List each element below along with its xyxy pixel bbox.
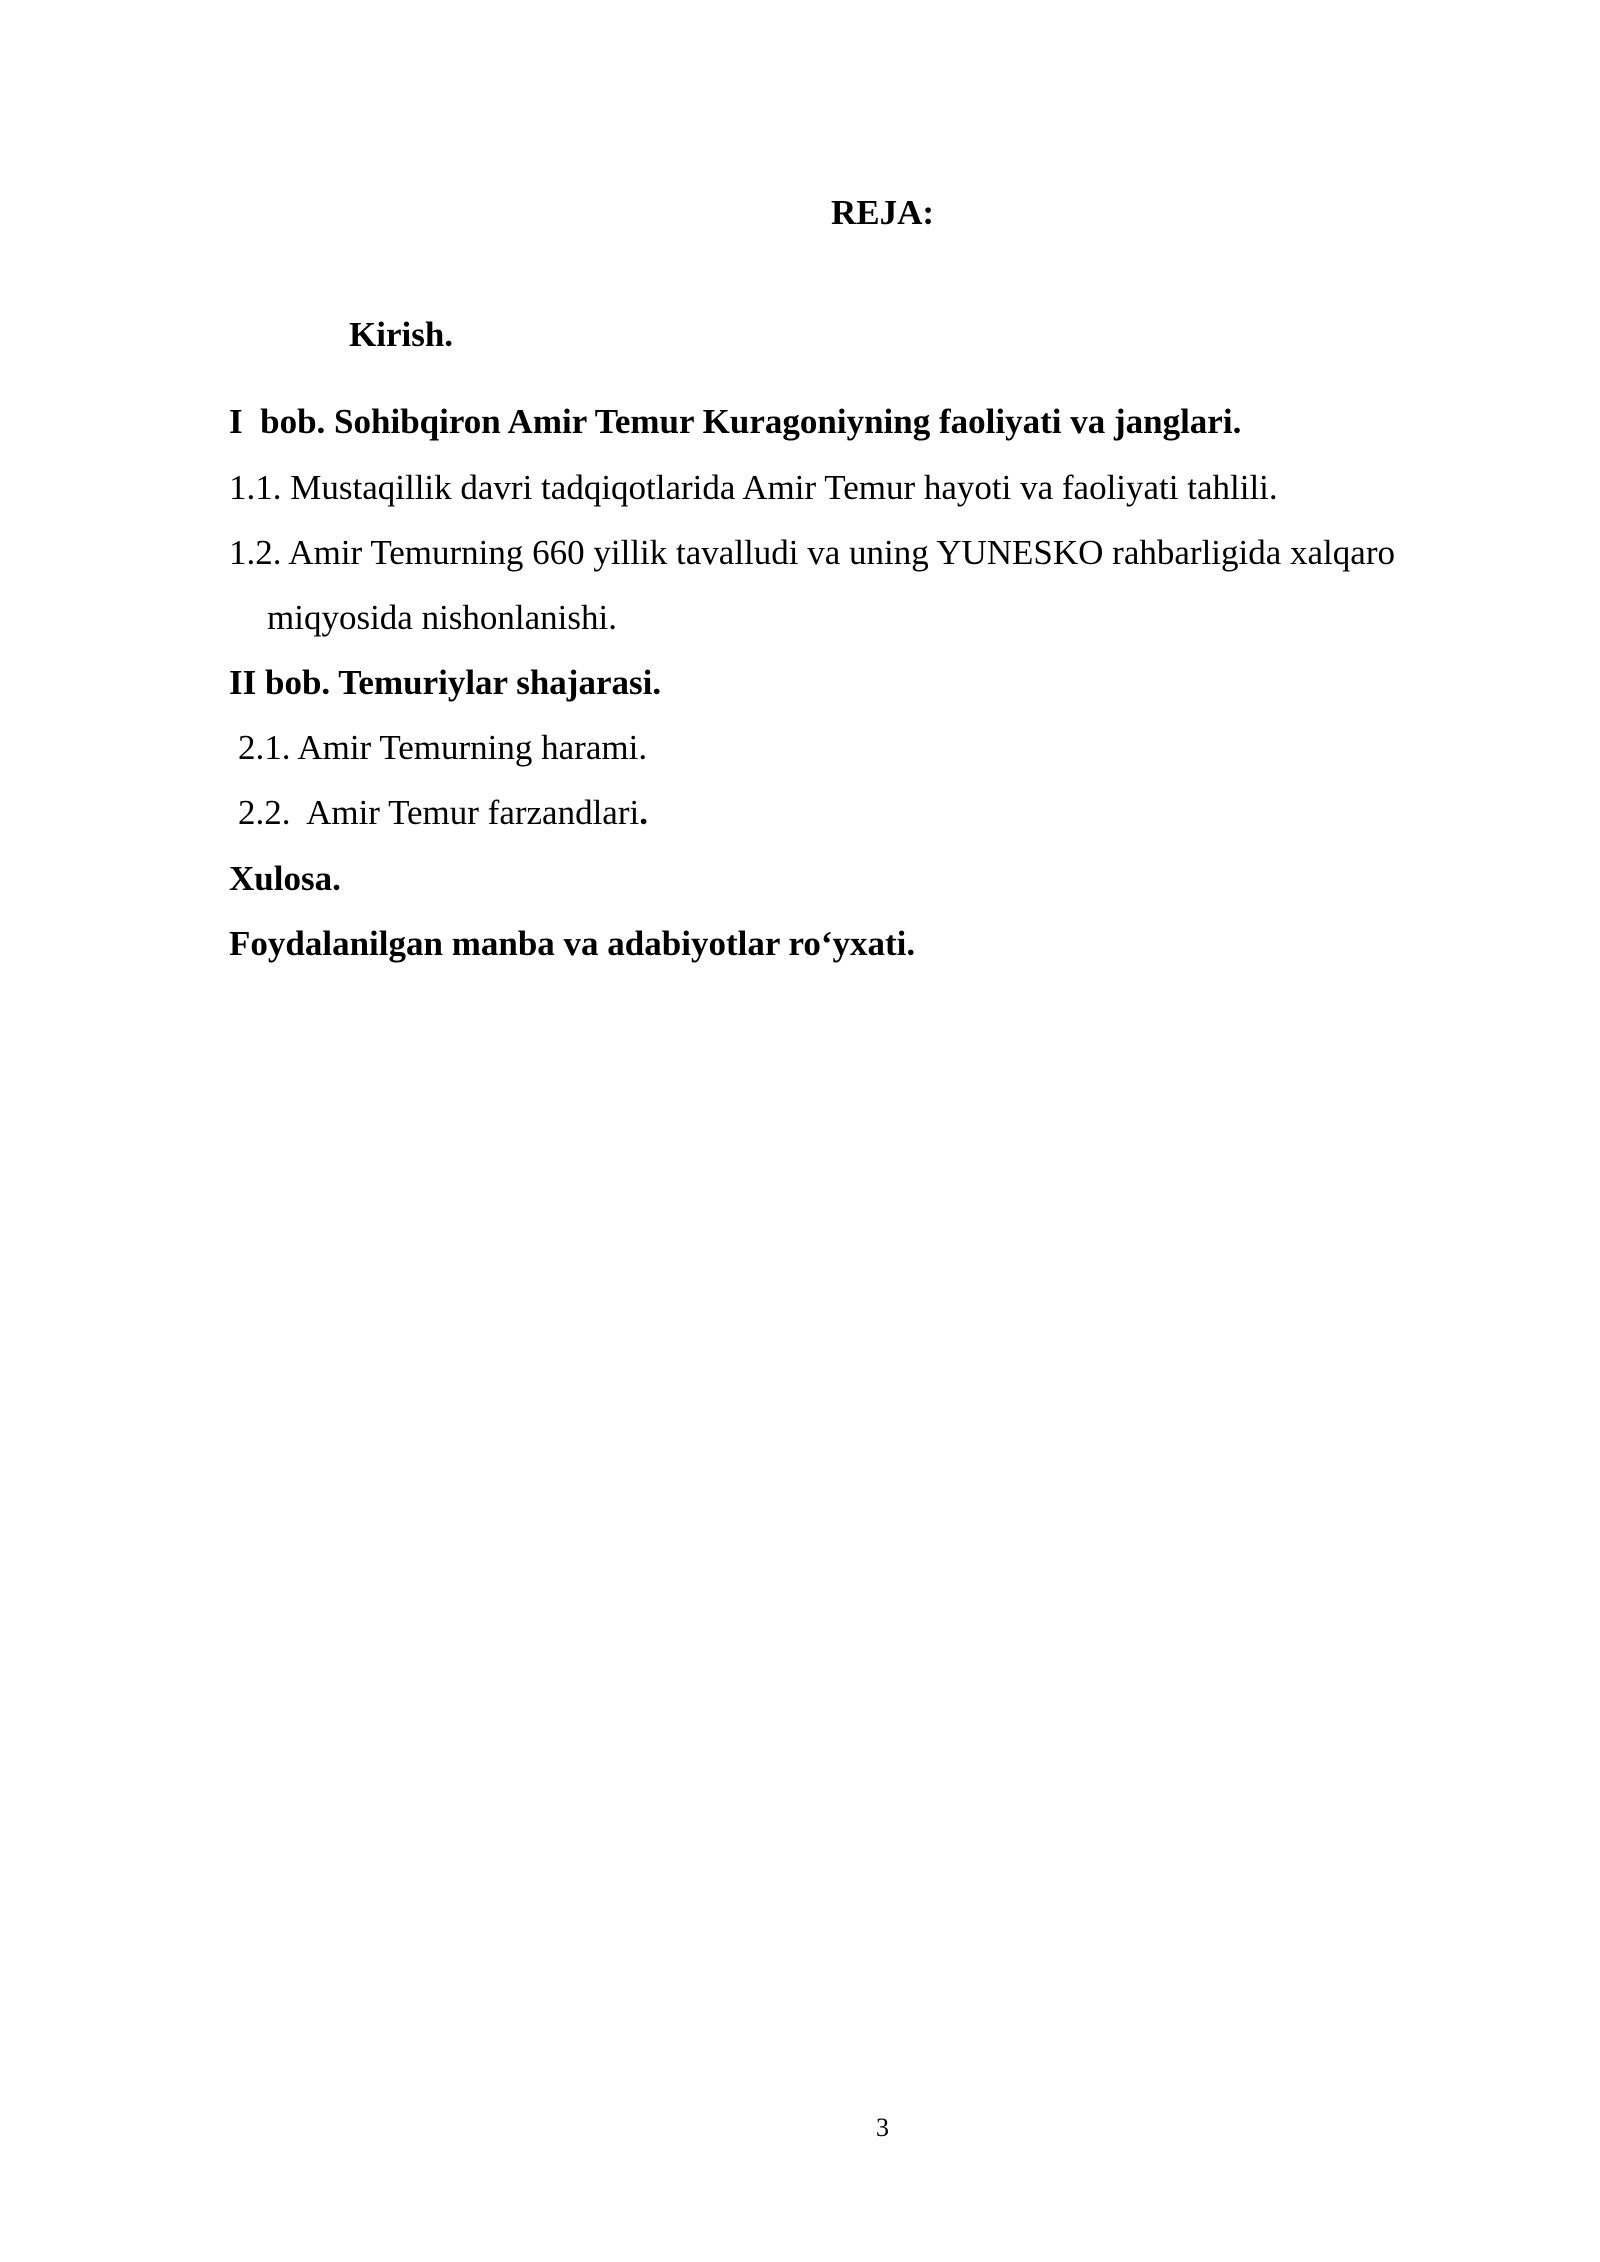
section-2-2 <box>238 791 648 835</box>
chapter-1-heading: I bob. Sohibqiron Amir Temur Kuragoniyning faoliyati va janglari. <box>229 402 1242 441</box>
section-2-2-period: . <box>639 793 648 832</box>
section-1-2-line-2: miqyosida nishonlanishi. <box>267 598 617 637</box>
chapter-2-heading: II bob. Temuriylar shajarasi. <box>229 663 662 702</box>
page-number: 3 <box>876 2113 889 2142</box>
section-1-2-line-1: 1.2. Amir Temurning 660 yillik tavalludi va uning YUNESKO rahbarligida xalqaro <box>229 533 1395 572</box>
section-2-1: 2.1. Amir Temurning harami. <box>238 728 648 767</box>
conclusion-heading: Xulosa. <box>229 859 341 898</box>
section-1-1: 1.1. Mustaqillik davri tadqiqotlarida Amir Temur hayoti va faoliyati tahlili. <box>229 468 1278 507</box>
section-2-2-text: 2.2. Amir Temur farzandlari <box>238 793 640 832</box>
page-title: REJA: <box>830 193 935 232</box>
intro-heading: Kirish. <box>349 315 454 354</box>
references-heading: Foydalanilgan manba va adabiyotlar ro‘yxati. <box>229 924 916 963</box>
